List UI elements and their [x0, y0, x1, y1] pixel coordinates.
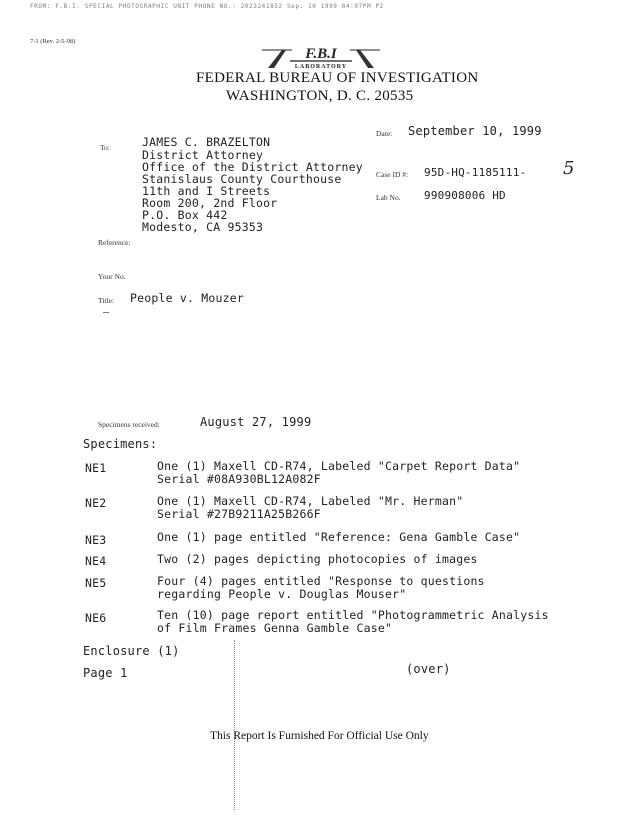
- specimen-description: One (1) Maxell CD-R74, Labeled "Mr. Herman": [157, 494, 464, 508]
- footer-notice: This Report Is Furnished For Official Use Only: [210, 730, 429, 742]
- report-date: September 10, 1999: [408, 124, 542, 138]
- specimen-description: One (1) Maxell CD-R74, Labeled "Carpet Report Data": [157, 459, 521, 473]
- recipient-line: District Attorney: [142, 148, 264, 162]
- specimen-code: NE2: [85, 496, 107, 510]
- specimen-description: One (1) page entitled "Reference: Gena Gamble Case": [157, 530, 521, 544]
- date-label: Date:: [376, 129, 393, 138]
- case-id-handwritten-suffix: 5: [563, 158, 575, 179]
- recipient-line: Stanislaus County Courthouse: [142, 172, 342, 186]
- specimen-code: NE6: [85, 611, 107, 625]
- enclosure-note: Enclosure (1): [83, 644, 180, 658]
- logo-subtext: LABORATORY: [294, 64, 348, 70]
- specimen-description: regarding People v. Douglas Mouser": [157, 587, 407, 601]
- title-label: Title:: [98, 296, 114, 305]
- reference-label: Reference:: [98, 238, 131, 247]
- lab-number: 990908006 HD: [424, 189, 506, 202]
- form-number: 7-1 (Rev. 2-5-98): [30, 38, 76, 45]
- case-id: 95D-HQ-1185111-: [424, 166, 527, 179]
- fbi-laboratory-logo-icon: [262, 42, 380, 70]
- specimen-code: NE3: [85, 533, 107, 547]
- specimen-description: Four (4) pages entitled "Response to questions: [157, 574, 485, 588]
- recipient-line: 11th and I Streets: [142, 184, 271, 198]
- specimen-code: NE5: [85, 576, 107, 590]
- your-no-label: Your No.: [98, 272, 126, 281]
- received-date: August 27, 1999: [200, 415, 312, 429]
- recipient-line: Room 200, 2nd Floor: [142, 196, 278, 210]
- underline-mark: [103, 312, 109, 313]
- specimens-heading: Specimens:: [83, 437, 158, 451]
- specimen-code: NE1: [85, 461, 107, 475]
- to-label: To:: [100, 143, 110, 152]
- recipient-line: P.O. Box 442: [142, 208, 228, 222]
- agency-city: WASHINGTON, D. C. 20535: [226, 88, 414, 104]
- logo-text: F.B.I: [305, 46, 337, 62]
- specimen-description: Ten (10) page report entitled "Photogrammetric Analysis: [157, 608, 549, 622]
- specimens-received-label: Specimens received:: [98, 420, 160, 429]
- specimen-description: Two (2) pages depicting photocopies of images: [157, 552, 478, 566]
- case-id-label: Case ID #:: [376, 170, 409, 179]
- recipient-line: Office of the District Attorney: [142, 160, 363, 174]
- specimen-description: of Film Frames Genna Gamble Case": [157, 621, 393, 635]
- specimen-code: NE4: [85, 554, 107, 568]
- agency-name: FEDERAL BUREAU OF INVESTIGATION: [196, 70, 479, 86]
- recipient-line: Modesto, CA 95353: [142, 220, 264, 234]
- fax-transmission-header: FROM: F.B.I. SPECIAL PHOTOGRAPHIC UNIT PHONE NO.: 2023241852 Sep. 10 1999 04:07PM P2: [30, 3, 384, 10]
- page-number: Page 1: [83, 666, 128, 680]
- lab-no-label: Lab No.: [376, 193, 401, 202]
- over-note: (over): [406, 662, 451, 676]
- fold-line-divider: [234, 640, 236, 810]
- specimen-description: Serial #27B9211A25B266F: [157, 507, 321, 521]
- recipient-line: JAMES C. BRAZELTON: [142, 135, 271, 149]
- case-title: People v. Mouzer: [130, 291, 244, 305]
- specimen-description: Serial #08A930BL12A082F: [157, 472, 321, 486]
